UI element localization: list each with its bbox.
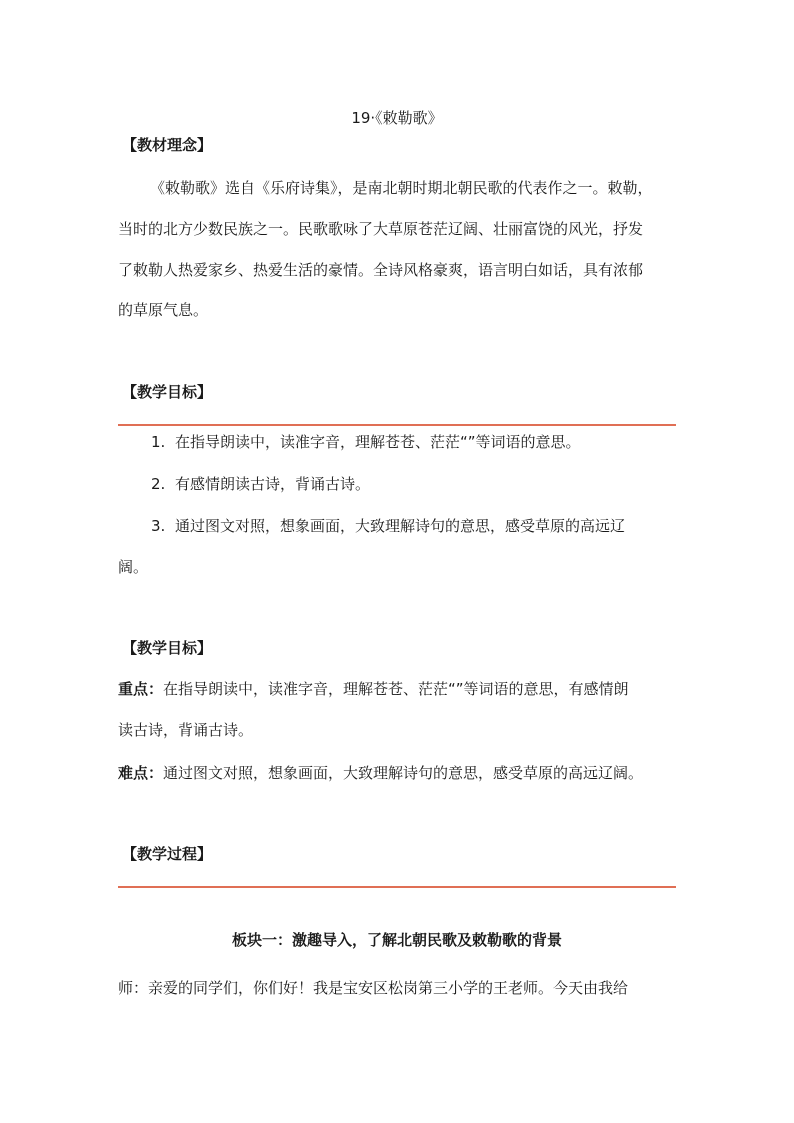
focus-line-2: 读古诗，背诵古诗。 [118,721,254,739]
goal-text-1: 在指导朗读中，读准字音，理解苍苍、茫茫“”等词语的意思。 [175,433,581,451]
block-title: 板块一：激趣导入，了解北朝民歌及敕勒歌的背景 [231,931,562,949]
focus-text: 在指导朗读中，读准字音，理解苍苍、茫茫“”等词语的意思，有感情朗 [163,680,629,698]
goal-text-3-continued: 阔。 [118,558,149,576]
process-line-1: 师：亲爱的同学们，你们好！我是宝安区松岗第三小学的王老师。今天由我给 [118,979,629,997]
concept-line-4: 的草原气息。 [118,301,209,319]
concept-line-3: 了敕勒人热爱家乡、热爱生活的豪情。全诗风格豪爽，语言明白如话，具有浓郁 [118,261,644,279]
document-title: 19·《敕勒歌》 [351,109,443,127]
section-heading-concept: 【教材理念】 [122,136,213,154]
focus-label: 重点： [118,680,164,698]
section-divider [118,886,676,888]
section-divider [118,424,676,426]
goal-text-3: 通过图文对照，想象画面，大致理解诗句的意思，感受草原的高远辽 [175,517,626,535]
goal-text-2: 有感情朗读古诗，背诵古诗。 [175,475,371,493]
section-heading-key-points: 【教学目标】 [122,639,213,657]
goal-number-1: 1. [151,433,166,451]
section-heading-process: 【教学过程】 [122,845,213,863]
concept-line-1: 《敕勒歌》选自《乐府诗集》，是南北朝时期北朝民歌的代表作之一。敕勒， [150,179,653,197]
goal-number-3: 3. [151,517,166,535]
difficulty-label: 难点： [118,764,164,782]
difficulty-text: 通过图文对照，想象画面，大致理解诗句的意思，感受草原的高远辽阔。 [163,764,644,782]
section-heading-goals: 【教学目标】 [122,383,213,401]
goal-number-2: 2. [151,475,166,493]
concept-line-2: 当时的北方少数民族之一。民歌歌咏了大草原苍茫辽阔、壮丽富饶的风光，抒发 [118,220,644,238]
focus-line-1 [118,679,629,699]
difficulty-line [118,763,643,783]
